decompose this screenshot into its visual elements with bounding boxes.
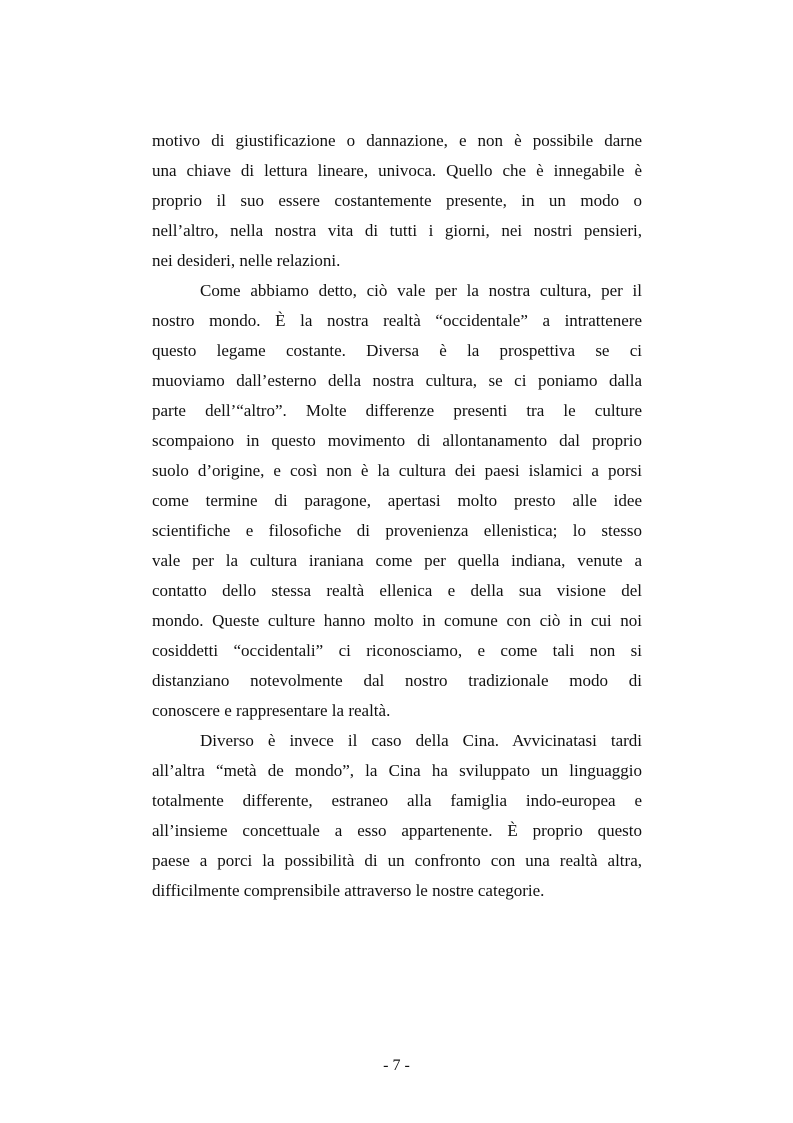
text-line: una chiave di lettura lineare, univoca. Quello che è innegabile è: [152, 161, 642, 180]
text-line: suolo d’origine, e così non è la cultura dei paesi islamici a porsi: [152, 461, 642, 480]
text-line: cosiddetti “occidentali” ci riconosciamo, e come tali non si: [152, 641, 642, 660]
text-line: scompaiono in questo movimento di allontanamento dal proprio: [152, 431, 642, 450]
text-line: nostro mondo. È la nostra realtà “occidentale” a intrattenere: [152, 311, 642, 330]
text-line: nell’altro, nella nostra vita di tutti i giorni, nei nostri pensieri,: [152, 221, 642, 240]
text-line: paese a porci la possibilità di un confronto con una realtà altra,: [152, 851, 642, 870]
page-number: - 7 -: [383, 1057, 410, 1074]
text-line: nei desideri, nelle relazioni.: [152, 251, 341, 270]
text-line: come termine di paragone, apertasi molto presto alle idee: [152, 491, 642, 510]
text-line: distanziano notevolmente dal nostro tradizionale modo di: [152, 671, 642, 690]
body-text: [152, 126, 642, 906]
text-line: proprio il suo essere costantemente presente, in un modo o: [152, 191, 642, 210]
text-line: difficilmente comprensibile attraverso le nostre categorie.: [152, 881, 545, 900]
paragraph-3: [152, 726, 642, 906]
text-line: mondo. Queste culture hanno molto in comune con ciò in cui noi: [152, 611, 642, 630]
text-line: scientifiche e filosofiche di provenienza ellenistica; lo stesso: [152, 521, 642, 540]
text-line: conoscere e rappresentare la realtà.: [152, 701, 391, 720]
paragraph-2: [152, 276, 642, 726]
text-line: questo legame costante. Diversa è la prospettiva se ci: [152, 341, 642, 360]
text-line: all’altra “metà de mondo”, la Cina ha sviluppato un linguaggio: [152, 761, 642, 780]
text-line: motivo di giustificazione o dannazione, e non è possibile darne: [152, 131, 642, 150]
paragraph-1: [152, 126, 642, 276]
text-line: vale per la cultura iraniana come per quella indiana, venute a: [152, 551, 642, 570]
text-line: all’insieme concettuale a esso appartenente. È proprio questo: [152, 821, 642, 840]
text-line: Diverso è invece il caso della Cina. Avvicinatasi tardi: [200, 731, 642, 750]
text-line: parte dell’“altro”. Molte differenze presenti tra le culture: [152, 401, 642, 420]
text-line: Come abbiamo detto, ciò vale per la nostra cultura, per il: [200, 281, 642, 300]
text-line: totalmente differente, estraneo alla famiglia indo-europea e: [152, 791, 642, 810]
text-line: muoviamo dall’esterno della nostra cultura, se ci poniamo dalla: [152, 371, 642, 390]
text-line: contatto dello stessa realtà ellenica e della sua visione del: [152, 581, 642, 600]
